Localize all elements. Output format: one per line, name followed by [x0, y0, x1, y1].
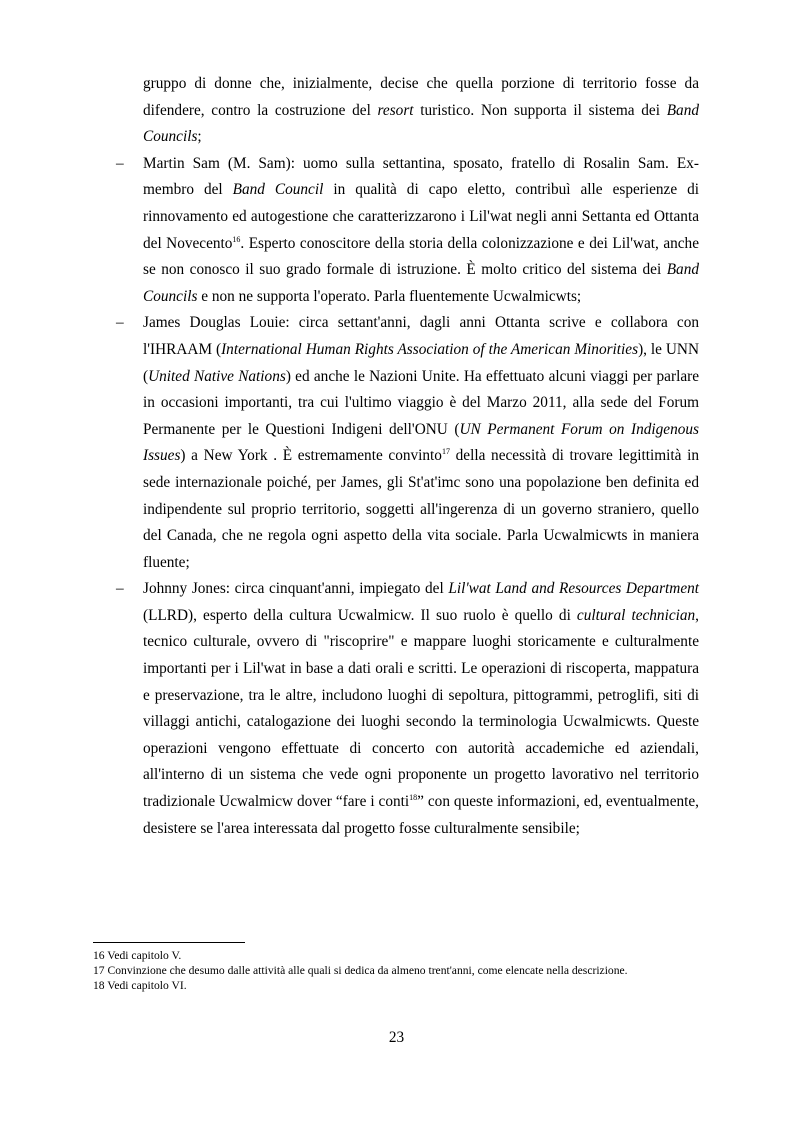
list-item-johnny-jones [116, 576, 700, 842]
text-run: Johnny Jones: circa cinquant'anni, impiegato del [143, 580, 449, 598]
footnote-ref: 17 [441, 447, 450, 457]
text-run: ” con queste informazioni, ed, eventualmente, desistere se l'area interessata dal progetto fosse culturalmente sensibile; [143, 793, 700, 837]
text-run: , tecnico culturale, ovvero di "riscoprire" e mappare luoghi storicamente e culturalmente importanti per i Lil'wat in base a dati orali e scritti. Le operazioni di riscoperta, mappatura e preservazione, tra le altre, includono luoghi di sepoltura, pittogrammi, petroglifi, siti di villaggi antichi, catalogazione dei luoghi secondo la terminologia Ucwalmicwts. Queste operazioni vengono effettuate di concerto con autorità accademiche ed aziendali, all'interno di un sistema che vede ogni proponente un progetto lavorativo nel territorio tradizionale Ucwalmicw dover “fare i conti [143, 606, 699, 811]
italic-term: Lil'wat Land and Resources Department [448, 580, 700, 598]
footnote-16: 16 Vedi capitolo V. [93, 949, 182, 962]
text-run: Martin Sam (M. Sam): uomo sulla settantina, sposato, fratello di Rosalin Sam. Ex-membro del [143, 154, 699, 199]
list-dash: – [116, 154, 124, 172]
list-dash: – [116, 314, 124, 332]
footnote-18: 18 Vedi capitolo VI. [93, 979, 187, 993]
italic-term: resort [377, 101, 414, 119]
text-run: ) ed anche le Nazioni Unite. Ha effettuato alcuni viaggi per parlare in occasioni importanti, tra cui l'ultimo viaggio è del Marzo 2011, alla sede del Forum Permanente per le Questioni Indigeni dell'ONU ( [143, 367, 699, 438]
italic-term: cultural technician [576, 606, 696, 624]
text-run: ), le UNN ( [143, 340, 700, 385]
italic-term: Band Councils [143, 101, 699, 146]
footnote-ref: 16 [232, 234, 241, 244]
text-run: James Douglas Louie: circa settant'anni, dagli anni Ottanta scrive e collabora con l'IHRAAM ( [143, 314, 699, 358]
footnote-separator [93, 942, 245, 943]
list-item-james-douglas-louie [116, 310, 700, 576]
text-run: turistico. Non supporta il sistema dei [413, 101, 667, 119]
text-run: . Esperto conoscitore della storia della colonizzazione e dei Lil'wat, anche se non conosco il suo grado formale di istruzione. È molto critico del sistema dei [143, 234, 699, 279]
text-run: in qualità di capo eletto, contribuì alle esperienze di rinnovamento ed autogestione che caratterizzarono i Lil'wat negli anni Settanta ed Ottanta del Novecento [143, 181, 699, 252]
list-item-martin-sam [116, 151, 699, 311]
text-run: gruppo di donne che, inizialmente, decise che quella porzione di territorio fosse da difendere, contro la costruzione del [143, 75, 699, 119]
text-run: e non ne supporta l'operato. Parla fluentemente Ucwalmicwts; [197, 287, 582, 305]
intro-paragraph [143, 71, 699, 151]
italic-term: International Human Rights Association of the American Minorities [221, 340, 639, 358]
italic-term: Band Council [232, 181, 324, 199]
footnote-ref: 18 [409, 793, 418, 803]
body-text [116, 71, 700, 842]
italic-term: United Native Nations [148, 367, 286, 385]
italic-term: UN Permanent Forum on Indigenous Issues [143, 420, 699, 465]
page-number: 23 [388, 1029, 405, 1046]
text-run: ) a New York . È estremamente convinto [180, 447, 442, 465]
italic-term: Band Councils [143, 261, 699, 305]
text-run: della necessità di trovare legittimità in sede internazionale poiché, per James, gli St'at'imc sono una popolazione ben definita ed indipendente sul proprio territorio, soggetti all'ingerenza di un governo straniero, quello del Canada, che ne regola ogni aspetto della vita sociale. Parla Ucwalmicwts in maniera fluente; [143, 447, 699, 571]
footnote-17: 17 Convinzione che desumo dalle attività alle quali si dedica da almeno trent'anni, come elencate nella descrizione. [93, 964, 628, 978]
text-run: (LLRD), esperto della cultura Ucwalmicw. Il suo ruolo è quello di [143, 606, 577, 624]
list-dash: – [116, 580, 124, 598]
footnotes [93, 948, 699, 994]
text-run: ; [197, 128, 202, 146]
